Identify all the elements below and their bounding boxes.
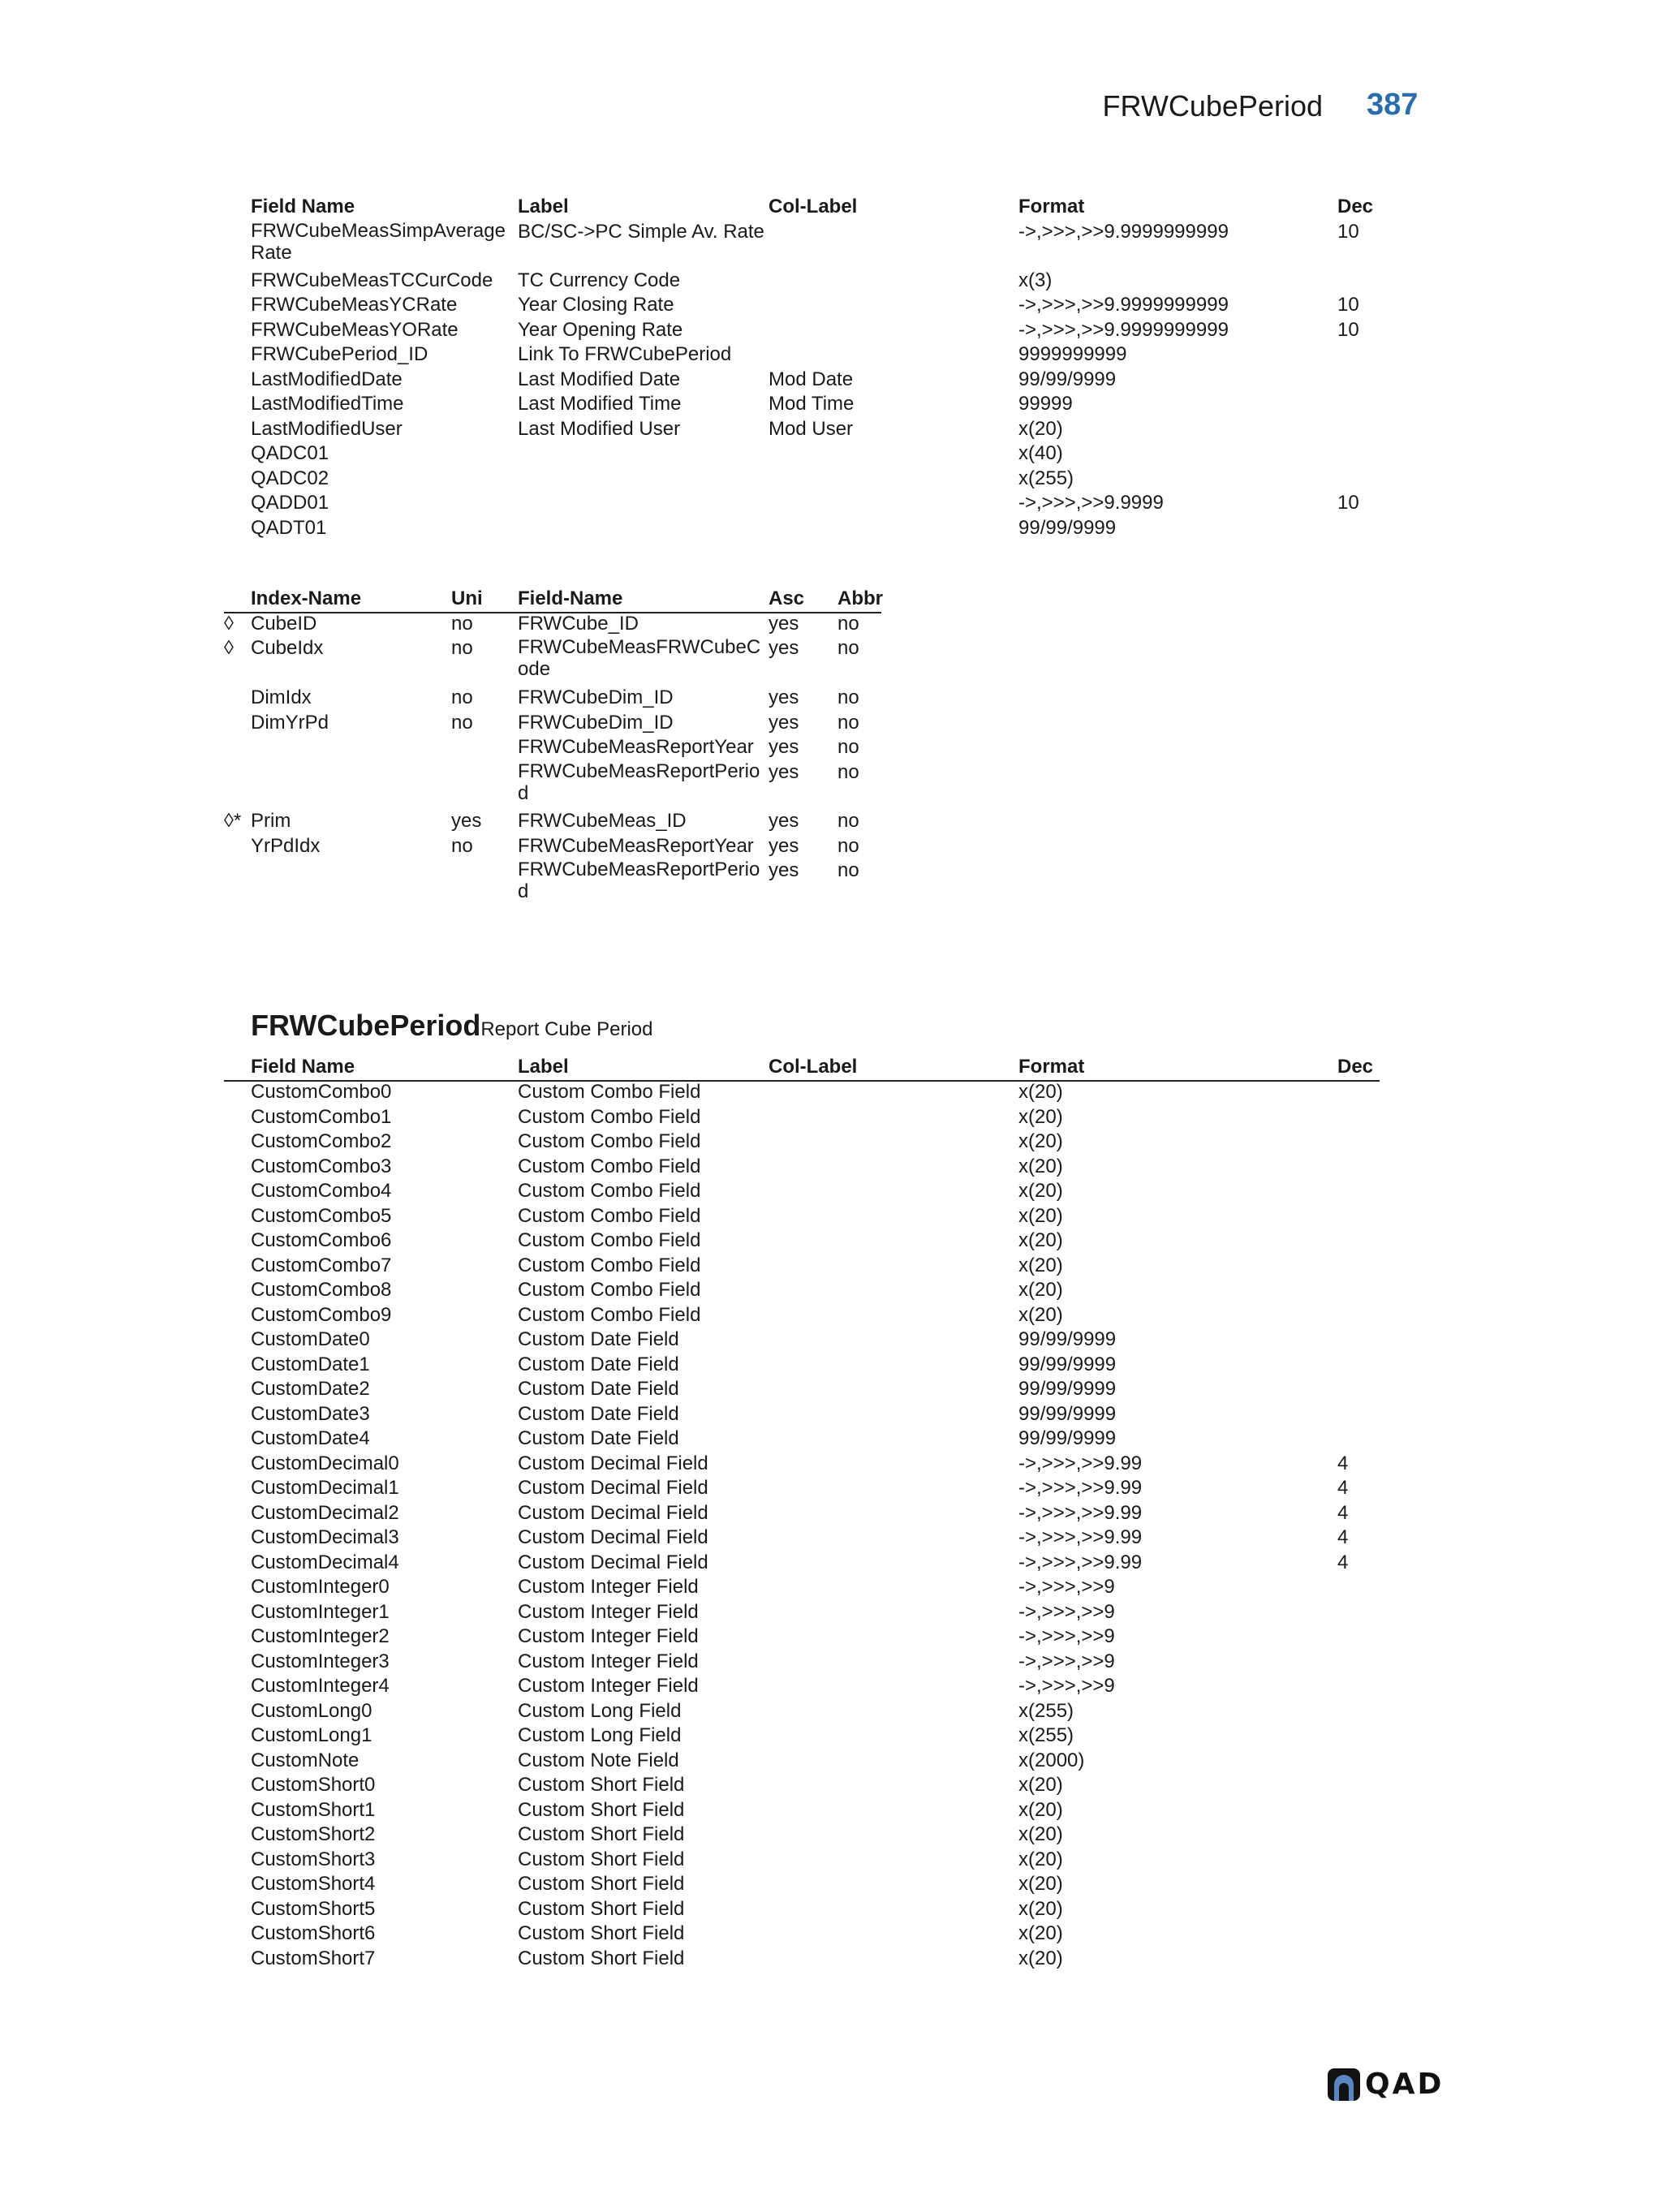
- table-row: [0, 417, 1662, 442]
- ascending-cell: yes: [769, 835, 799, 857]
- field-name-cell: CustomCombo8: [251, 1279, 392, 1301]
- field-name-cell: CustomCombo9: [251, 1303, 392, 1326]
- field-name-cell: CustomCombo3: [251, 1155, 392, 1177]
- label-cell: Custom Short Field: [518, 1774, 685, 1796]
- field-name-cell: CustomLong0: [251, 1699, 372, 1722]
- column-header-dec: Dec: [1337, 1056, 1374, 1078]
- field-name-cell: CustomCombo0: [251, 1081, 392, 1103]
- dec-cell: 10: [1337, 319, 1359, 341]
- column-header-index-name: Index-Name: [251, 587, 362, 609]
- table-row: [0, 1897, 1662, 1922]
- format-cell: ->,>>>,>>9.9999999999: [1018, 319, 1229, 341]
- field-name-cell: CustomShort4: [251, 1873, 376, 1895]
- field-name-cell: QADC02: [251, 467, 329, 489]
- format-cell: 99/99/9999: [1018, 1402, 1117, 1425]
- column-header-col-label: Col-Label: [769, 196, 858, 217]
- format-cell: 99/99/9999: [1018, 1378, 1117, 1400]
- format-cell: 99999: [1018, 393, 1073, 415]
- label-cell: Custom Date Field: [518, 1328, 679, 1350]
- label-cell: Custom Combo Field: [518, 1303, 701, 1326]
- index-row: [0, 612, 1662, 637]
- format-cell: x(20): [1018, 1798, 1063, 1821]
- table-row: [0, 1476, 1662, 1501]
- table-row: [0, 1377, 1662, 1402]
- format-cell: x(20): [1018, 1279, 1063, 1301]
- label-cell: Custom Integer Field: [518, 1675, 699, 1697]
- index-field-cell: FRWCubeMeas_ID: [518, 810, 687, 832]
- field-name-cell: QADD01: [251, 492, 329, 514]
- field-name-cell: CustomInteger3: [251, 1650, 390, 1672]
- column-header-format: Format: [1018, 1056, 1085, 1078]
- col-label-cell: Mod Date: [769, 368, 854, 390]
- label-cell: Custom Date Field: [518, 1402, 679, 1425]
- column-header-asc: Asc: [769, 587, 805, 609]
- format-cell: ->,>>>,>>9.99: [1018, 1501, 1143, 1524]
- field-name-cell: CustomNote: [251, 1749, 360, 1771]
- ascending-cell: yes: [769, 736, 799, 758]
- field-name-cell: CustomLong1: [251, 1724, 372, 1746]
- field-name-cell: CustomInteger2: [251, 1625, 390, 1647]
- ascending-cell: yes: [769, 686, 799, 708]
- field-name-cell: CustomInteger4: [251, 1675, 390, 1697]
- format-cell: x(3): [1018, 269, 1053, 291]
- field-name-cell: FRWCubePeriod_ID: [251, 343, 428, 365]
- label-cell: Custom Combo Field: [518, 1254, 701, 1276]
- table-row: [0, 1179, 1662, 1204]
- qad-logo: [1328, 2068, 1444, 2101]
- table-row: [0, 441, 1662, 467]
- dec-cell: 10: [1337, 221, 1359, 243]
- field-name-line: Rate: [251, 242, 292, 264]
- abbreviated-cell: no: [837, 686, 859, 708]
- label-cell: Custom Short Field: [518, 1798, 685, 1821]
- index-field-cell: FRWCubeMeasReportYear: [518, 835, 754, 857]
- format-cell: x(20): [1018, 1180, 1063, 1202]
- field-name-cell: CustomDate2: [251, 1378, 370, 1400]
- field-name-cell: CustomShort1: [251, 1798, 376, 1821]
- format-cell: x(20): [1018, 1922, 1063, 1944]
- format-cell: ->,>>>,>>9: [1018, 1675, 1115, 1697]
- label-cell: Custom Short Field: [518, 1922, 685, 1944]
- table-row: [0, 1130, 1662, 1155]
- index-row: [0, 735, 1662, 760]
- ascending-cell: yes: [769, 810, 799, 832]
- field-name-cell: CustomShort0: [251, 1774, 376, 1796]
- abbreviated-cell: no: [837, 810, 859, 832]
- label-cell: Custom Combo Field: [518, 1081, 701, 1103]
- label-cell: Custom Note Field: [518, 1749, 679, 1771]
- column-header-abbr: Abbr: [837, 587, 883, 609]
- label-cell: Custom Short Field: [518, 1873, 685, 1895]
- column-header-uni: Uni: [451, 587, 483, 609]
- index-row: [0, 859, 1662, 902]
- dec-cell: 4: [1337, 1551, 1349, 1573]
- format-cell: 99/99/9999: [1018, 1353, 1117, 1375]
- label-cell: Custom Long Field: [518, 1724, 682, 1746]
- field-name-cell: LastModifiedTime: [251, 393, 404, 415]
- format-cell: 99/99/9999: [1018, 517, 1117, 539]
- dec-cell: 4: [1337, 1477, 1349, 1499]
- abbreviated-cell: no: [837, 736, 859, 758]
- field-name-cell: QADC01: [251, 442, 329, 464]
- format-cell: ->,>>>,>>9.9999999999: [1018, 294, 1229, 316]
- field-name-cell: FRWCubeMeasYORate: [251, 319, 459, 341]
- field-name-cell: FRWCubeMeasYCRate: [251, 294, 458, 316]
- format-cell: ->,>>>,>>9: [1018, 1600, 1115, 1623]
- index-name-cell: Prim: [251, 810, 291, 832]
- label-cell: Last Modified Date: [518, 368, 681, 390]
- format-cell: ->,>>>,>>9.99: [1018, 1452, 1143, 1474]
- column-header-field-name: Field-Name: [518, 587, 623, 609]
- label-cell: Last Modified User: [518, 418, 681, 440]
- table-row: [0, 467, 1662, 492]
- page-number: 387: [1367, 88, 1419, 122]
- index-marker: ◊: [224, 637, 234, 659]
- format-cell: ->,>>>,>>9: [1018, 1625, 1115, 1647]
- field-name-cell: CustomCombo2: [251, 1130, 392, 1152]
- field-name-cell: CustomShort6: [251, 1922, 376, 1944]
- table-row: [0, 1452, 1662, 1477]
- ascending-cell: yes: [769, 761, 799, 783]
- field-name-cell: CustomCombo6: [251, 1229, 392, 1251]
- table-row: [0, 1229, 1662, 1254]
- ascending-cell: yes: [769, 712, 799, 734]
- table-row: [0, 1749, 1662, 1774]
- index-row: [0, 711, 1662, 736]
- table-row: [0, 1402, 1662, 1427]
- unique-cell: no: [451, 613, 473, 635]
- index-field-cell: FRWCubeDim_ID: [518, 712, 674, 734]
- unique-cell: no: [451, 712, 473, 734]
- label-cell: Custom Short Field: [518, 1823, 685, 1845]
- column-header-field-name: Field Name: [251, 196, 355, 217]
- table-row: [0, 1848, 1662, 1873]
- dec-cell: 4: [1337, 1452, 1349, 1474]
- index-row: [0, 686, 1662, 711]
- running-header-title: FRWCubePeriod: [1102, 89, 1323, 123]
- section-title: FRWCubePeriod: [251, 1009, 481, 1042]
- format-cell: x(40): [1018, 442, 1063, 464]
- label-cell: Custom Long Field: [518, 1699, 682, 1722]
- abbreviated-cell: no: [837, 637, 859, 659]
- format-cell: x(20): [1018, 1897, 1063, 1920]
- field-name-cell: CustomShort5: [251, 1897, 376, 1920]
- index-field-cell: [518, 636, 760, 680]
- label-cell: Custom Decimal Field: [518, 1452, 708, 1474]
- index-field-line: FRWCubeMeasFRWCubeC: [518, 636, 761, 658]
- dec-cell: 4: [1337, 1526, 1349, 1548]
- field-name-cell: FRWCubeMeasTCCurCode: [251, 269, 493, 291]
- field-name-cell: CustomInteger0: [251, 1576, 390, 1598]
- label-cell: Custom Decimal Field: [518, 1551, 708, 1573]
- field-name-cell: CustomDate4: [251, 1427, 370, 1449]
- field-name-cell: CustomInteger1: [251, 1600, 390, 1623]
- index-name-cell: CubeID: [251, 613, 317, 635]
- table-row: [0, 1353, 1662, 1378]
- table-row: [0, 220, 1662, 264]
- unique-cell: no: [451, 835, 473, 857]
- field-name-cell: QADT01: [251, 517, 327, 539]
- label-cell: Year Opening Rate: [518, 319, 683, 341]
- label-cell: BC/SC->PC Simple Av. Rate: [518, 221, 764, 243]
- dec-cell: 10: [1337, 294, 1359, 316]
- index-field-cell: FRWCubeMeasReportYear: [518, 736, 754, 758]
- format-cell: x(20): [1018, 1303, 1063, 1326]
- index-marker: ◊*: [224, 810, 242, 832]
- label-cell: Custom Decimal Field: [518, 1477, 708, 1499]
- ascending-cell: yes: [769, 859, 799, 881]
- field-name-cell: CustomDate3: [251, 1402, 370, 1425]
- field-name-line: FRWCubeMeasSimpAverage: [251, 220, 506, 242]
- index-name-cell: DimYrPd: [251, 712, 329, 734]
- label-cell: Custom Integer Field: [518, 1650, 699, 1672]
- format-cell: x(20): [1018, 1204, 1063, 1227]
- table-row: [0, 1724, 1662, 1749]
- field-name-cell: CustomCombo5: [251, 1204, 392, 1227]
- format-cell: x(20): [1018, 1081, 1063, 1103]
- label-cell: Last Modified Time: [518, 393, 682, 415]
- format-cell: 99/99/9999: [1018, 1427, 1117, 1449]
- table-header-row: [0, 1055, 1662, 1080]
- ascending-cell: yes: [769, 613, 799, 635]
- table-row: [0, 1600, 1662, 1625]
- format-cell: 99/99/9999: [1018, 1328, 1117, 1350]
- format-cell: x(20): [1018, 1947, 1063, 1969]
- label-cell: Custom Combo Field: [518, 1105, 701, 1128]
- table-row: [0, 516, 1662, 541]
- table-row: [0, 392, 1662, 417]
- table-row: [0, 1526, 1662, 1551]
- field-name-cell: CustomDecimal3: [251, 1526, 399, 1548]
- label-cell: Custom Date Field: [518, 1353, 679, 1375]
- format-cell: ->,>>>,>>9.9999999999: [1018, 221, 1229, 243]
- table-row: [0, 1947, 1662, 1972]
- field-name-cell: CustomDecimal0: [251, 1452, 399, 1474]
- label-cell: Custom Short Field: [518, 1897, 685, 1920]
- format-cell: x(255): [1018, 1724, 1074, 1746]
- format-cell: x(20): [1018, 418, 1063, 440]
- format-cell: 99/99/9999: [1018, 368, 1117, 390]
- column-header-format: Format: [1018, 196, 1085, 217]
- label-cell: Custom Decimal Field: [518, 1501, 708, 1524]
- format-cell: ->,>>>,>>9.99: [1018, 1526, 1143, 1548]
- index-field-line: FRWCubeMeasReportPerio: [518, 859, 760, 880]
- table-row: [0, 318, 1662, 343]
- label-cell: TC Currency Code: [518, 269, 681, 291]
- abbreviated-cell: no: [837, 835, 859, 857]
- field-name-cell: CustomDecimal4: [251, 1551, 399, 1573]
- table-row: [0, 1427, 1662, 1452]
- section-heading: [251, 1009, 652, 1043]
- label-cell: Custom Decimal Field: [518, 1526, 708, 1548]
- index-name-cell: CubeIdx: [251, 637, 324, 659]
- label-cell: Custom Combo Field: [518, 1180, 701, 1202]
- index-row: [0, 636, 1662, 680]
- index-row: [0, 834, 1662, 859]
- field-name-cell: CustomDate1: [251, 1353, 370, 1375]
- index-field-line: ode: [518, 658, 551, 680]
- format-cell: x(20): [1018, 1774, 1063, 1796]
- format-cell: x(20): [1018, 1848, 1063, 1870]
- index-name-cell: YrPdIdx: [251, 835, 321, 857]
- table-row: [0, 1773, 1662, 1798]
- table-row: [0, 368, 1662, 393]
- table-row: [0, 1254, 1662, 1279]
- format-cell: x(255): [1018, 467, 1074, 489]
- section-subtitle: Report Cube Period: [480, 1018, 653, 1040]
- table-row: [0, 1080, 1662, 1105]
- field-name-cell: CustomShort3: [251, 1848, 376, 1870]
- format-cell: x(20): [1018, 1130, 1063, 1152]
- dec-cell: 10: [1337, 492, 1359, 514]
- column-header-label: Label: [518, 1056, 569, 1078]
- index-marker: ◊: [224, 613, 234, 635]
- index-field-cell: FRWCube_ID: [518, 613, 639, 635]
- label-cell: Year Closing Rate: [518, 294, 674, 316]
- format-cell: x(2000): [1018, 1749, 1085, 1771]
- table-row: [0, 342, 1662, 368]
- field-name-cell: CustomShort2: [251, 1823, 376, 1845]
- format-cell: x(20): [1018, 1155, 1063, 1177]
- format-cell: x(20): [1018, 1105, 1063, 1128]
- table-row: [0, 1105, 1662, 1130]
- index-row: [0, 809, 1662, 834]
- col-label-cell: Mod User: [769, 418, 854, 440]
- column-header-label: Label: [518, 196, 569, 217]
- table-row: [0, 1922, 1662, 1947]
- label-cell: Link To FRWCubePeriod: [518, 343, 732, 365]
- table-row: [0, 1551, 1662, 1576]
- index-field-line: d: [518, 782, 529, 804]
- abbreviated-cell: no: [837, 613, 859, 635]
- abbreviated-cell: no: [837, 712, 859, 734]
- column-header-field-name: Field Name: [251, 1056, 355, 1078]
- label-cell: Custom Integer Field: [518, 1625, 699, 1647]
- index-field-cell: [518, 760, 760, 804]
- label-cell: Custom Integer Field: [518, 1576, 699, 1598]
- table-row: [0, 293, 1662, 318]
- label-cell: Custom Integer Field: [518, 1600, 699, 1623]
- field-name-cell: CustomCombo7: [251, 1254, 392, 1276]
- format-cell: ->,>>>,>>9: [1018, 1650, 1115, 1672]
- index-field-cell: FRWCubeDim_ID: [518, 686, 674, 708]
- format-cell: x(20): [1018, 1873, 1063, 1895]
- label-cell: Custom Combo Field: [518, 1130, 701, 1152]
- label-cell: Custom Combo Field: [518, 1204, 701, 1227]
- label-cell: Custom Short Field: [518, 1947, 685, 1969]
- col-label-cell: Mod Time: [769, 393, 855, 415]
- format-cell: x(20): [1018, 1254, 1063, 1276]
- label-cell: Custom Combo Field: [518, 1279, 701, 1301]
- qad-logo-icon: [1328, 2068, 1360, 2101]
- table-row: [0, 269, 1662, 294]
- index-row: [0, 760, 1662, 804]
- format-cell: x(255): [1018, 1699, 1074, 1722]
- format-cell: 9999999999: [1018, 343, 1127, 365]
- table-row: [0, 1575, 1662, 1600]
- table-row: [0, 1278, 1662, 1303]
- field-name-cell: LastModifiedDate: [251, 368, 403, 390]
- table-row: [0, 1204, 1662, 1229]
- abbreviated-cell: no: [837, 859, 859, 881]
- label-cell: Custom Short Field: [518, 1848, 685, 1870]
- table-row: [0, 1303, 1662, 1328]
- field-name-cell: CustomCombo1: [251, 1105, 392, 1128]
- table-row: [0, 1328, 1662, 1353]
- field-name-cell: [251, 220, 506, 264]
- table-row: [0, 1155, 1662, 1180]
- table-row: [0, 1823, 1662, 1848]
- format-cell: x(20): [1018, 1229, 1063, 1251]
- table-row: [0, 1872, 1662, 1897]
- ascending-cell: yes: [769, 637, 799, 659]
- format-cell: ->,>>>,>>9.99: [1018, 1551, 1143, 1573]
- format-cell: ->,>>>,>>9.99: [1018, 1477, 1143, 1499]
- unique-cell: no: [451, 637, 473, 659]
- label-cell: Custom Combo Field: [518, 1229, 701, 1251]
- field-name-cell: CustomDate0: [251, 1328, 370, 1350]
- unique-cell: no: [451, 686, 473, 708]
- table-row: [0, 491, 1662, 516]
- format-cell: x(20): [1018, 1823, 1063, 1845]
- table-row: [0, 1798, 1662, 1823]
- table-row: [0, 1501, 1662, 1526]
- unique-cell: yes: [451, 810, 482, 832]
- label-cell: Custom Combo Field: [518, 1155, 701, 1177]
- index-field-cell: [518, 859, 760, 902]
- index-name-cell: DimIdx: [251, 686, 312, 708]
- qad-logo-text: QAD: [1365, 2068, 1445, 2101]
- abbreviated-cell: no: [837, 761, 859, 783]
- field-name-cell: CustomCombo4: [251, 1180, 392, 1202]
- field-name-cell: CustomDecimal1: [251, 1477, 399, 1499]
- index-header-row: [0, 587, 1662, 612]
- field-name-cell: LastModifiedUser: [251, 418, 403, 440]
- table-row: [0, 1650, 1662, 1675]
- index-field-line: d: [518, 880, 529, 902]
- format-cell: ->,>>>,>>9.9999: [1018, 492, 1164, 514]
- column-header-dec: Dec: [1337, 196, 1374, 217]
- table-row: [0, 1625, 1662, 1650]
- label-cell: Custom Date Field: [518, 1378, 679, 1400]
- label-cell: Custom Date Field: [518, 1427, 679, 1449]
- dec-cell: 4: [1337, 1501, 1349, 1524]
- index-field-line: FRWCubeMeasReportPerio: [518, 760, 760, 782]
- field-name-cell: CustomShort7: [251, 1947, 376, 1969]
- field-name-cell: CustomDecimal2: [251, 1501, 399, 1524]
- table-row: [0, 1699, 1662, 1724]
- table-header-row: [0, 195, 1662, 220]
- format-cell: ->,>>>,>>9: [1018, 1576, 1115, 1598]
- table-row: [0, 1674, 1662, 1699]
- column-header-col-label: Col-Label: [769, 1056, 858, 1078]
